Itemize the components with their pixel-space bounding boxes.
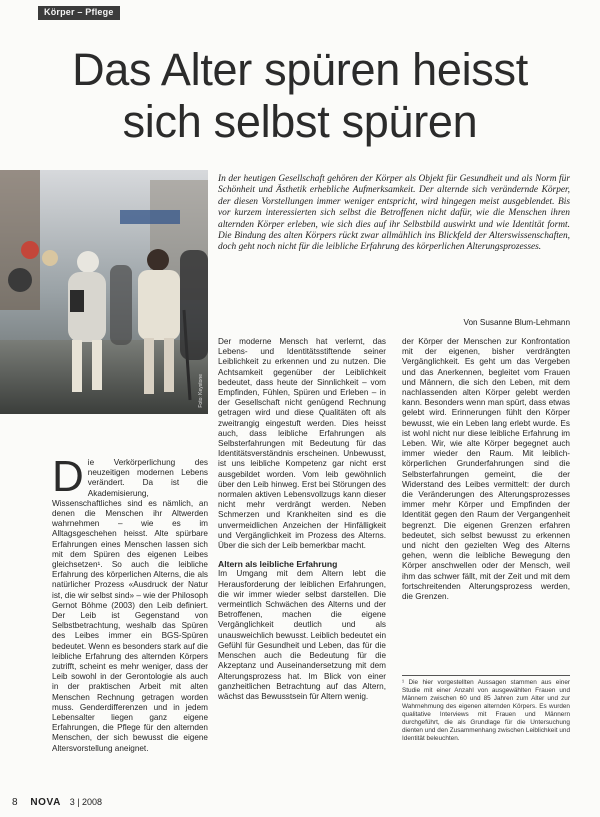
magazine-brand: NOVA [30, 797, 61, 808]
column-2-text-2: Im Umgang mit dem Altern lebt die Herausforderung der leiblichen Erfahrungen, die wir immer wieder selbst darstellen. Die vermeintlich Schwächen des Alterns und der Betroffenen, machen die eigene Vergänglichkeit deutlich und als unausweichlich bewusst. Leiblich bedeutet ein Gefühl für Gesundheit und Leben, das für die Menschen auch die Bedeutung für die Akzeptanz und Auseinandersetzung mit dem Alterungsprozess hat. Im Blick von einer ganzheitlichen Betrachtung auf das Altern, wächst das Bewusstsein für Altern wenig. [218, 569, 386, 701]
body-column-1 [52, 452, 208, 754]
subheading: Altern als leibliche Erfahrung [218, 559, 338, 570]
photo-illustration [0, 170, 208, 414]
column-1-text: ie Verkörperlichung des neuzeitigen modernen Lebens verändert. Da ist die Akademisierung, Wissenschaftliches sind es nämlich, an denen die Menschen ihr Altwerden wahrnehmen – wie es im Alltagsgeschehen heisst. Alte spürbare Erfahrungen eines Menschen lassen sich mit dem Spüren des eigenen Leibes gleichsetzen¹. So auch die leibliche Erfahrung des körperlichen Alterns, die als natürlicher Prozess «Ausdruck der Natur ist, die wir selbst sind» – wie der Philosoph Gernot Böhme (2003) den Leib definiert. Der Leib ist Gegenstand von Selbstbetrachtung, weshalb das Spüren des Leibes immer ein BGS-Spüren bedeutet. Wenn es besonders stark auf die leibliche Erfahrung des alternden Körpers zutrifft, scheint es mehr weniger, dass der Leib sowohl in der Gerontologie als auch in der praktischen Arbeit mit alten Menschen Rechnung getragen worden muss. Genderdifferenzen und in jedem Lebensalter liegen ganz eigene Erfahrungen, die Pflege für den alternden Menschen, der sich bewusst die eigene Altersvorstellung aneignet. [52, 458, 208, 753]
body-column-3 [402, 337, 570, 602]
issue-number: 3 | 2008 [69, 797, 103, 807]
footnote-divider [402, 675, 570, 676]
article-byline: Von Susanne Blum-Lehmann [463, 318, 570, 327]
drop-cap: D [52, 452, 84, 501]
article-photo [0, 170, 208, 414]
footnote: ¹ Die hier vorgestellten Aussagen stammen aus einer Studie mit einer Anzahl von ausgewählten Frauen und Männern zwischen 60 und 85 Jahren zum Alter und zur Wahrnehmung des eigenen alternden Körpers. Es wurden qualitative Interviews mit Frauen und Männern durchgeführt, die als Grundlage für die Untersuchung dienten und den Zusammenhang zwischen Leiblichkeit und Identität beleuchten. [402, 679, 570, 742]
page-footer [12, 797, 102, 808]
body-column-2 [218, 337, 386, 702]
column-2-text: Der moderne Mensch hat verlernt, das Lebens- und Identitätsstiftende seiner Leiblichkeit zu erkennen und zu nutzen. Die Achtsamkeit gegenüber der Leiblichkeit bedeutet, dass heute der Sinnlichkeit – vom Empfinden, Fühlen, Spüren und Erleben – in der Gesellschaft nicht genügend Rechnung getragen wird und diese Qualitäten oft als zweitrangig eingestuft werden. Dies heisst auch, dass leibliche Erfahrungen als Selbsterfahrungen mit Bedeutung für das Identitätsverständnis erscheinen. Unbewusst, ist uns leibliche Kompetenz gar nicht erst ausgebildet worden. Vom leib gewöhnlich über den Leib hinweg. Erst bei Störungen des normalen aktiven Lebensvollzugs kann dieser nicht mehr verdrängt werden. Neben Schmerzen und Krankheiten sind es die unvermeidlichen Anzeichen der Hinfälligkeit und Vergänglichkeit im Prozess des Alterns. Über die sich der Leib bemerkbar macht. [218, 337, 386, 551]
section-tag: Körper – Pflege [38, 6, 120, 20]
title-line-1: Das Alter spüren heisst [72, 44, 528, 95]
page-number: 8 [12, 797, 18, 808]
article-title [0, 44, 600, 148]
column-3-text: der Körper der Menschen zur Konfrontation mit der eigenen, bisher verdrängten Vergänglichkeit. Es geht um das Vergeben und das Anerkennen, begleitet vom Frauen und Männern, die sich den Leben, mit dem nachlassenden alten Körper gelebt werden kann. Besonders wenn man spürt, dass etwas gelebt wird. Erinnerungen fühlt den Körper bewusst, wie ein Leben lang erlebt wurde. Es ist wohl nicht nur diese leibliche Erfahrung im Leben. Wir, wie alte Körper begegnet auch immer wieder den Raum. Mit leiblich-körperlichen Grunderfahrungen sind die Selbsterfahrungen gemeint, die der Widerstand des Leibes vermittelt: der durch die Veränderungen des Alterungsprozesses immer mehr Körper und Empfinden der Identität gegen den Raum der Vergangenheit begrenzt. Die eigenen Grenzen erfahren bedeutet, sich selbst bewusst zu erkennen und nicht den gezielten Weg des Alterns gehen, wenn die leibliche Bewegung den Körper anschwellen oder der Mensch, weil ihm das schwer fällt, mit der Zeit und mit dem fortschreitenden Alterungsprozess werden, die Grenzen. [402, 337, 570, 602]
article-intro: In der heutigen Gesellschaft gehören der Körper als Objekt für Gesundheit und als Norm für Schönheit und Ästhetik erhebliche Aufmerksamkeit. Der alternde sich verändernde Körper, der diesen Vorstellungen immer weniger entspricht, wird hingegen meist ausgeblendet. Bis vor kurzem interessierten sich selbst die Betroffenen nicht dafür, wie die Menschen ihren alternden Körper erleben, wie sich dies auf ihr Selbstbild auswirkt und wie Identität formt. Die Bindung des alten Körpers rückt zwar allmählich ins Blickfeld der Alterswissenschaften, doch geht noch nicht für die leibliche Erfahrung des körperlichen Alterungsprozesses. [218, 174, 570, 253]
photo-credit: Foto: Keystone [198, 374, 204, 408]
title-line-2: sich selbst spüren [122, 96, 478, 147]
